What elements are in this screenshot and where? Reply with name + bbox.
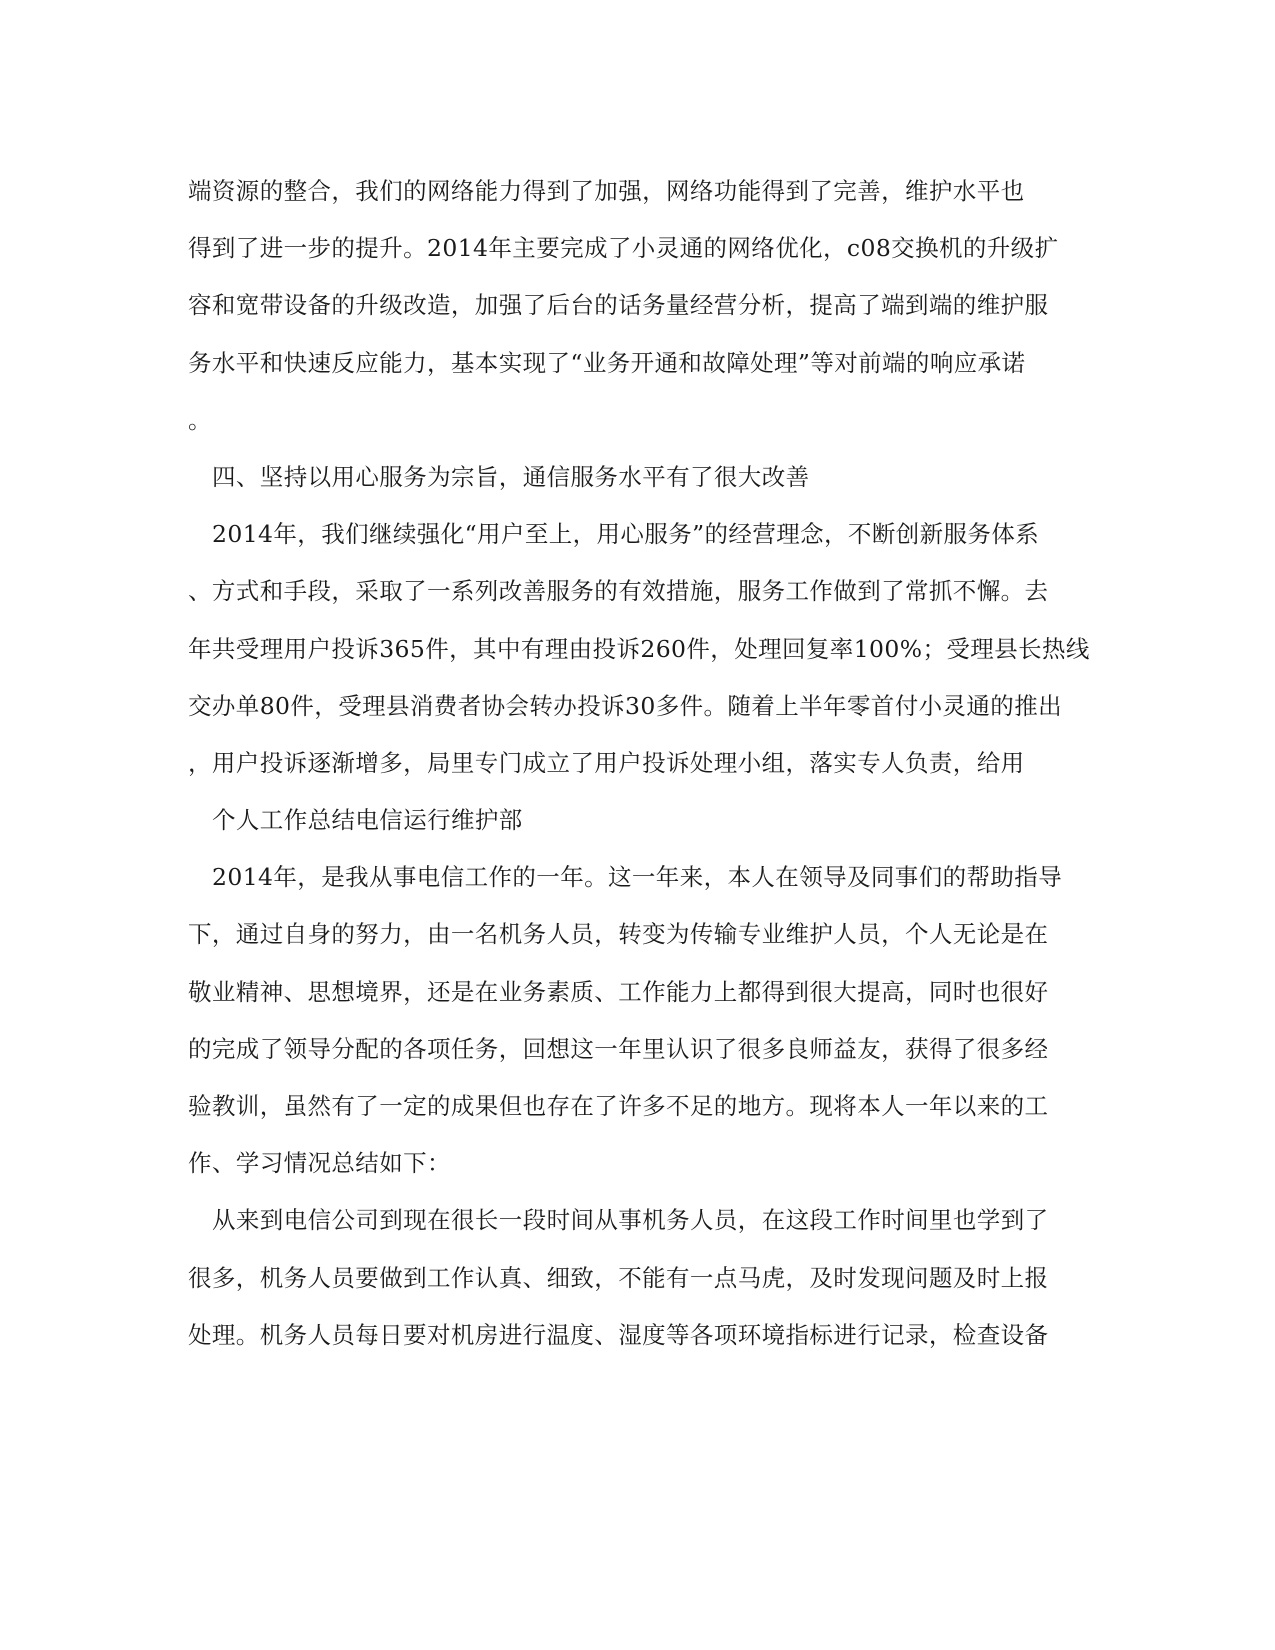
paragraph-line: 验教训，虽然有了一定的成果但也存在了许多不足的地方。现将本人一年以来的工 [188, 1092, 1049, 1120]
paragraph-line: 务水平和快速反应能力，基本实现了“业务开通和故障处理”等对前端的响应承诺 [188, 348, 1026, 377]
paragraph-line: 容和宽带设备的升级改造，加强了后台的话务量经营分析，提高了端到端的维护服 [188, 291, 1049, 320]
paragraph-line: 年共受理用户投诉365件，其中有理由投诉260件，处理回复率100%；受理县长热线 [188, 634, 1090, 663]
paragraph-line: 下，通过自身的努力，由一名机务人员，转变为传输专业维护人员，个人无论是在 [188, 920, 1049, 949]
paragraph-line: 处理。机务人员每日要对机房进行温度、湿度等各项环境指标进行记录，检查设备 [188, 1320, 1049, 1349]
paragraph-line: 敬业精神、思想境界，还是在业务素质、工作能力上都得到很大提高，同时也很好 [188, 977, 1049, 1006]
document-body [188, 163, 1088, 1364]
document-title: 个人工作总结电信运行维护部 [212, 806, 523, 835]
paragraph-line: 2014年，是我从事电信工作的一年。这一年来，本人在领导及同事们的帮助指导 [212, 863, 1063, 892]
paragraph-line: 作、学习情况总结如下： [188, 1149, 451, 1178]
paragraph-line: 端资源的整合，我们的网络能力得到了加强，网络功能得到了完善，维护水平也 [188, 177, 1025, 205]
paragraph-line: 。 [188, 405, 212, 434]
section-heading: 四、坚持以用心服务为宗旨，通信服务水平有了很大改善 [212, 462, 810, 491]
paragraph-line: 交办单80件，受理县消费者协会转办投诉30多件。随着上半年零首付小灵通的推出 [188, 691, 1063, 720]
paragraph-line: ，用户投诉逐渐增多，局里专门成立了用户投诉处理小组，落实专人负责，给用 [188, 748, 1025, 777]
paragraph-line: 从来到电信公司到现在很长一段时间从事机务人员，在这段工作时间里也学到了 [212, 1206, 1049, 1235]
paragraph-line: 2014年，我们继续强化“用户至上，用心服务”的经营理念，不断创新服务体系 [212, 520, 1040, 549]
paragraph-line: 很多，机务人员要做到工作认真、细致，不能有一点马虎，及时发现问题及时上报 [188, 1263, 1049, 1292]
paragraph-line: 的完成了领导分配的各项任务，回想这一年里认识了很多良师益友，获得了很多经 [188, 1034, 1049, 1063]
paragraph-line: 、方式和手段，采取了一系列改善服务的有效措施，服务工作做到了常抓不懈。去 [188, 577, 1049, 606]
paragraph-line: 得到了进一步的提升。2014年主要完成了小灵通的网络优化，c08交换机的升级扩 [188, 234, 1059, 263]
